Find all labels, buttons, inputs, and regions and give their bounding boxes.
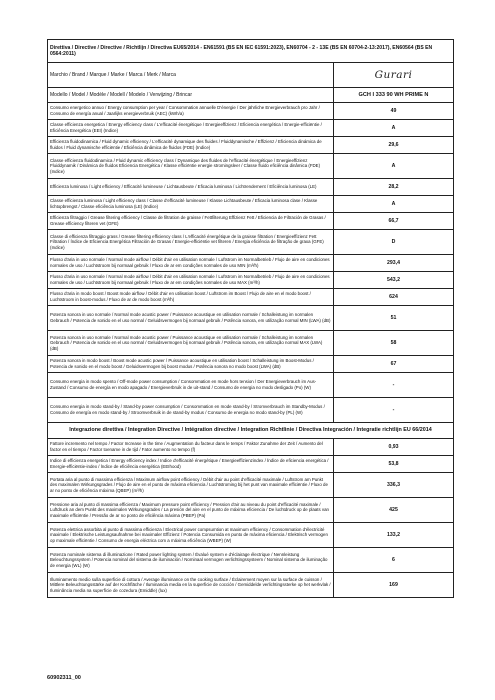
spec-label: Classe efficienza energetica / Energy efficiency class / L'efficacité énergétique / Energieeffizienz / Eficiencia energética / Energie-efficiëntie / Eficiência Energética (EEI) (Indice) — [48, 120, 334, 137]
spec-value: 51 — [334, 306, 454, 331]
spec-value: 28,2 — [334, 179, 454, 196]
spec-label: Classe efficienza fluidodinamica / Fluid dynamic efficiency class / Dynamique des fluides de l'efficacité énergétique / Energieeffizienz Fluiddynamik / Dinámica de fluidos Eficiencia Energética / Klasse efficiëntie energie stromingsleer / Classe fluido eficiência dinâmica (FDE) (Indice) — [48, 154, 334, 179]
spec-label: Classe efficienza luminosa / Light efficiency class / Classe d'efficacité lumineuse / Klasse Lichtausbeute / Eficacia luminosa clase / Klasse lichtopbrengst / Classe eficiência luminosa (LE) (Indice) — [48, 196, 334, 213]
spec-value: 29,6 — [334, 137, 454, 154]
spec-value: 624 — [334, 289, 454, 306]
spec-label: Efficienza fluidodinamica / Fluid dynamic efficiency / L'efficacité dynamique des fluides / Fluiddynamische / Effizienz / Eficiencia dinámica de fluidos / Fluid dynamische efficiëntie / Eficiência dinâmica de fluidos (FDE) (Indice) — [48, 137, 334, 154]
directive-header-row — [48, 40, 454, 63]
spec-value: 543,2 — [334, 272, 454, 289]
spec-value: 67 — [334, 356, 454, 373]
spec-row — [48, 179, 454, 196]
spec-row — [48, 456, 454, 473]
spec-label: Consumo energetico annuo / Energy consumption per year / Consommation annuelle D'énergie / Der jährliche Energieverbrauch pro Jahr / Consumo de energía anual / Jaarlijks energieverbruik (AEC) (kWh/a) — [48, 103, 334, 120]
spec-row — [48, 373, 454, 398]
integration-title-row — [48, 423, 454, 439]
spec-value: 336,3 — [334, 473, 454, 498]
model-value: GCH I 333 90 WH PRIME N — [334, 88, 454, 103]
spec-value: - — [334, 373, 454, 398]
spec-value: 49 — [334, 103, 454, 120]
spec-label: Classe di efficienza filtraggio grass / Grease filtering efficiency class / L'efficacité énergétique de la graisse filtration / Energieeffizienz Fett Filtration / Índice de Eficiencia Energética Filtración de Grasas / Energie-efficiëntie vet filteren / Energia eficiência de filtração de graxa (GFE) (Indice) — [48, 230, 334, 255]
spec-value: A — [334, 120, 454, 137]
spec-label: Potenza sonora in uso normale / Normal mode acustic power / Puissance acoustique en utilisation normale / Schalleistung im normalen Gebrauch / Potencia de sonido en el uso normal / Geluidsvermogen bij normaal gebruik / Potência sonora, em utilização normal MAX (LWA) (dB) — [48, 331, 334, 356]
energy-data-sheet — [47, 39, 453, 598]
spec-label: Indice di efficienza energetica / Energy efficiency index / Indice d'efficacité énergétique / Energieeffizienzindex / Índice de eficiencia energética / Energie-efficiëntie-index / Índice de eficiência energética (EEIhood) — [48, 456, 334, 473]
spec-value: D — [334, 230, 454, 255]
spec-row — [48, 573, 454, 598]
spec-label: Portata aria al punto di massima efficienza / Maximum airflow point efficiency / Débit d'air au point d'efficacité maximale / Luftstrom am Punkt des maximalen Wirkungsgrades / Flujo de aire en el punto de máxima eficiencia / Luchtstroming bij het punt van maximale efficiëntie / Fluxo de ar no ponto de eficiência máxima (QBEP) (m³/h) — [48, 473, 334, 498]
brand-logo: Gurari — [334, 63, 454, 88]
spec-label: Efficienza luminosa / Light efficiency / Efficacité lumineuse / Lichtausbeute / Eficacia luminosa / Lichtrendement / Eficiência luminosa (LE) — [48, 179, 334, 196]
spec-value: 6 — [334, 548, 454, 573]
spec-value: 133,2 — [334, 523, 454, 548]
spec-row — [48, 356, 454, 373]
directive-header: Direttiva / Directive / Directive / Richtlijn / Directiva EU65/2014 - EN61591 (BS EN IEC 61591:2023), EN60704 - 2 - 13E (BS EN 60704-2-13:2017), EN60564 (BS EN 0564:2011) — [48, 40, 454, 63]
spec-row — [48, 331, 454, 356]
spec-label: Flusso d'aria in uso normale / Normal mode airflow / Débit d'air en utilisation normale / Luftstrom im Normalbetrieb / Flujo de aire en condiciones normales de uso / Luchtstroom bij normaal gebruik / Fluxo de ar em condições normales de uso MIN (m³/h) — [48, 255, 334, 272]
spec-row — [48, 523, 454, 548]
spec-row — [48, 306, 454, 331]
spec-label: Flusso d'aria in modo boost / Boost mode airflow / Débit d'air en utilisation boost / Luftstrom im Boost / Flujo de aire en el modo boost / Luchtstroom in boost-modus / Fluxo de ar de modo boost (m³/h) — [48, 289, 334, 306]
spec-label: Potenza elettrica assorbita al punto di massima efficienza / Electrical power compsumtion at maximum efficiency / Consommation d'électricité maximale / Elektrische Leistungsaufnahme bei maximaler Effizienz / Potencia Consumida en punto de máxima eficiencia / Elektrisch vermogen op maximale efficiëntie / Consumo de energia eléctrica com a máxima eficiência (WBEP) (W) — [48, 523, 334, 548]
spec-row — [48, 120, 454, 137]
brand-label: Marchio / Brand / Marque / Marke / Marca / Merk / Marca — [48, 63, 334, 88]
spec-row — [48, 398, 454, 423]
spec-label: Potenza nominale sistema di illuminazione / Rated power lighting system / Évalué system e d'éclairage électrique / Nennleistung Beleuchtungssystem / Potencia nominal del sistema de iluminación / Nominaal vermogen verlichtingssysteem / Nominal sistema de iluminação de energia (WL) (W) — [48, 548, 334, 573]
spec-value: 0,93 — [334, 439, 454, 456]
spec-value: 58 — [334, 331, 454, 356]
spec-row — [48, 289, 454, 306]
spec-row — [48, 103, 454, 120]
product-data-table — [47, 39, 454, 598]
spec-label: Efficienza filtraggio / Grease filtering efficiency / Classe de filtration de graisse / Fettfilterung Effizienz Fett / Eficiencia de Filtración de Grasas / Grease efficiency filteren vet (GFE) — [48, 213, 334, 230]
spec-row — [48, 272, 454, 289]
spec-value: A — [334, 196, 454, 213]
spec-value: 293,4 — [334, 255, 454, 272]
spec-label: Fattore incremento nel tempo / Factor Increase in the time / Augmentation du facteur dans le temps / Faktor Zunahme der Zeit / Aumento del factor en el tiempo / Factor toename in de tijd / Fator aumento no tempo (f) — [48, 439, 334, 456]
brand-row — [48, 63, 454, 88]
spec-row — [48, 196, 454, 213]
spec-row — [48, 473, 454, 498]
spec-row — [48, 213, 454, 230]
spec-value: 425 — [334, 498, 454, 523]
spec-row — [48, 255, 454, 272]
spec-value: - — [334, 398, 454, 423]
spec-value: 169 — [334, 573, 454, 598]
spec-row — [48, 548, 454, 573]
spec-label: Pressione aria al punto di massima efficienza / Maximum pressure point efficiency / Pression d'air au niveau du point d'efficacité maximale / Luftdruck an dem Punkt des maximalen Wirkungsgrades / La presión del aire en el punto de máxima eficiencia / De luchtdruck op de plaats van maximale efficiëntie / Pressão de ar no ponto de eficiência máxima (PBEP) (Pa) — [48, 498, 334, 523]
spec-row — [48, 137, 454, 154]
spec-label: Illuminamento medio sulla superficie di cottura / Average illuminance on the cooking surface / Éclairement moyen sur la surface de cuisson / Mittlere Beleuchtungsstärke auf der Kochfläche / Iluminancia media en la superficie de cocción / Gemiddelde verlichtingssterke op het werkvlak / Iluminância media na superfície de cozedura (Emiddle) (lux) — [48, 573, 334, 598]
spec-label: Potenza sonora in uso normale / Normal mode acustic power / Puissance acoustique en utilisation normale / Schalleistung im normalen Gebrauch / Potencia de sonido en el uso normal / Geluidsvermogen bij normaal gebruik / Potência sonora, em utilização normal MIN (LWA) (dB) — [48, 306, 334, 331]
spec-row — [48, 498, 454, 523]
spec-row — [48, 154, 454, 179]
spec-label: Flusso d'aria in uso normale / Normal mode airflow / Débit d'air en utilisation normale / Luftstrom im Normalbetrieb / Flujo de aire en condiciones normales de uso / Luchtstroom bij normaal gebruik / Fluxo de ar em condições normales de uso MAX (m³/h) — [48, 272, 334, 289]
spec-value: A — [334, 154, 454, 179]
integration-title: Integrazione direttiva / Integration Directive / Intégration directive / Integration Richtlinie / Directiva Integración / Integratie richtlijn EU 66/2014 — [48, 423, 454, 439]
document-code: 60902311_00 — [47, 675, 81, 681]
spec-label: Consumo energia in modo spento / Off-mode power consumption / Consommation en mode hors tension / Der Energieverbrauch im Aus-Zustand / Consumo de energía en modo apagado / Energieverbruik in de uit-stand / Consumo de energia no modo desligado (Po) (W) — [48, 373, 334, 398]
spec-label: Consumo energia in modo stand-by / Stand-by power consumption / Consommation en mode stand-by / Stromverbrauch im Standby-Modus / Consumo de energía en modo stand-by / Stroomverbruik in de stand-by modus / Consumo de energia no modo stand-by (PL) (W) — [48, 398, 334, 423]
model-label: Modello / Model / Modèle / Modell / Modelo / Verwijzing / Brincar — [48, 88, 334, 103]
spec-value: 66,7 — [334, 213, 454, 230]
spec-label: Potenza sonora in modo boost / Boost mode acustic power / Puissance acoustique en utilisation boost / Schalleistung im Boost-Modus / Potencia de sonido en el modo boost / Geluidsvermogen bij boost modus / Potência sonora no modo boost (LWA) (dB) — [48, 356, 334, 373]
model-row — [48, 88, 454, 103]
spec-row — [48, 439, 454, 456]
spec-row — [48, 230, 454, 255]
spec-value: 53,8 — [334, 456, 454, 473]
